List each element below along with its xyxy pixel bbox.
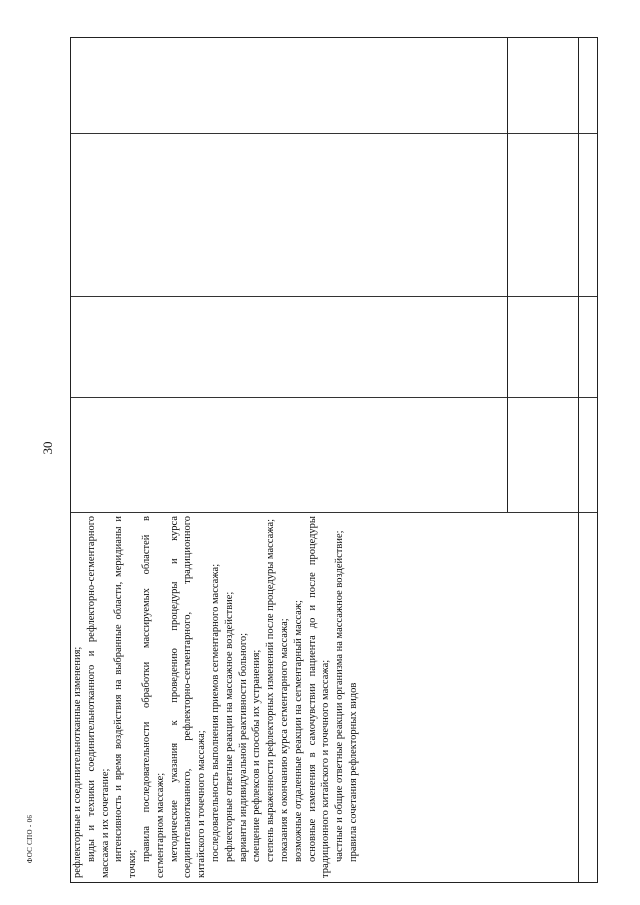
- text-line: методические указания к проведению процедуры и курса соединительнотканного, рефлекторно-сегментарного, традиционного китайского и точечного массажа;: [168, 516, 208, 878]
- rotated-text-block: [71, 512, 577, 882]
- page-number: 30: [40, 441, 55, 455]
- table-divider: [71, 133, 597, 134]
- text-line: виды и техники соединительнотканного и рефлекторно-сегментарного массажа и их сочетание;: [85, 516, 111, 878]
- text-line: правила сочетания рефлекторных видов: [347, 682, 359, 862]
- footer-code: ФОС СПО - 06: [26, 814, 34, 864]
- table-divider: [71, 296, 597, 297]
- text-line: показания к окончанию курса сегментарного массажа;: [278, 618, 290, 862]
- text-line: варианты индивидуальной реактивности больного;: [237, 632, 249, 862]
- table-row-line: [578, 38, 579, 882]
- text-line: последовательность выполнения приемов сегментарного массажа;: [209, 563, 221, 862]
- text-line: степень выраженности рефлекторных изменений после процедуры массажа;: [265, 518, 277, 862]
- table-row-line: [507, 38, 508, 512]
- text-line: интенсивность и время воздействия на выбранные области, меридианы и точки;: [113, 516, 139, 878]
- table-cell-text: [71, 512, 577, 882]
- table-divider: [71, 397, 597, 398]
- text-line: основные изменения в самочувствии пациента до и после процедуры традиционного китайского и точечного массажа;: [306, 516, 332, 878]
- text-line: рефлекторные ответные реакции на массажное воздействие;: [223, 591, 235, 862]
- text-line: частные и общие ответные реакции организма на массажное воздействие;: [334, 530, 346, 862]
- text-line: возможные отдаленные реакции на сегментарный массаж;: [292, 600, 304, 862]
- text-line: правила последовательности обработки массируемых областей в сегментарном массаже;: [140, 516, 166, 878]
- text-line: рефлекторные и соединительнотканные изменения;: [72, 646, 83, 878]
- text-line: смещение рефлексов и способы их устранения;: [251, 649, 263, 862]
